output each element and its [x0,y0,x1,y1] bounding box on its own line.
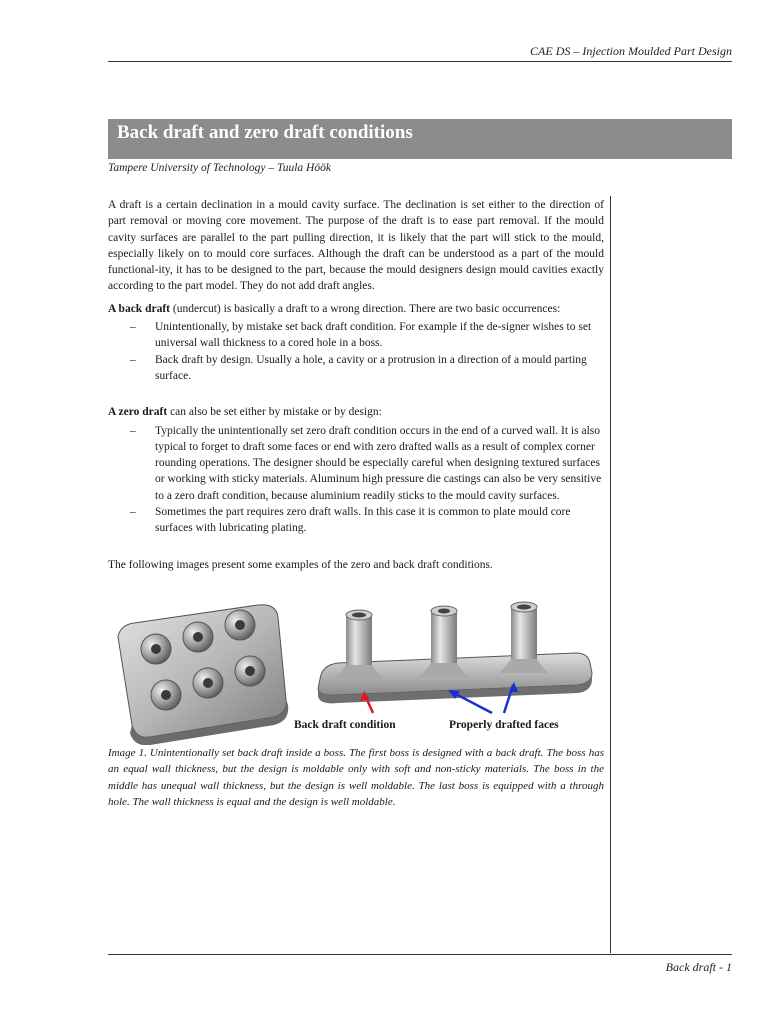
boss-section-illustration [318,602,592,703]
title-bar [108,119,732,159]
zero-draft-definition: can also be set either by mistake or by design: [167,406,382,419]
back-draft-term: A back draft [108,302,170,315]
intro-paragraph: A draft is a certain declination in a mould cavity surface. The declination is set either to the direction of part removal or moving core movement. The purpose of the draft is to ease part removal. If the mould cavity surfaces are parallel to the part pulling direction, it is likely that the part will stick to the mould, especially likely on to mould core surfaces. Although the draft can be understood as a part of the mould functional-ity, it has to be designed to the part, because the mould designers design mould cavities exactly according to the part model. They do not add draft angles. [108,199,604,293]
running-header: CAE DS – Injection Moulded Part Design [530,44,732,58]
images-intro: The following images present some examples of the zero and back draft conditions. [108,558,493,571]
dash-bullet: – [130,506,136,519]
list-item-text: Typically the unintentionally set zero draft condition occurs in the end of a curved wall. It is also typical to forget to draft some faces or end with zero drafted walls as a result of complex corner rounding operations. The designer should be especially careful when designing textured surfaces or working with sticky materials. Aluminum high pressure die castings can also be very sensitive to a zero draft condition, because aluminium readily sticks to the mould cavity surfaces. [155,424,602,502]
list-item [108,352,604,385]
list-item [108,423,604,504]
zero-draft-term: A zero draft [108,406,168,419]
boss-icon [225,610,255,640]
list-item-text: Sometimes the part requires zero draft walls. In this case it is common to plate mould core surfaces with lubricating plating. [155,506,571,535]
list-item [108,504,604,537]
zero-draft-list [108,423,604,537]
dash-bullet: – [130,424,136,437]
list-item-text: Back draft by design. Usually a hole, a cavity or a protrusion in a direction of a mould parting surface. [155,353,587,382]
header-rule [108,61,732,62]
figure-caption: Image 1. Unintentionally set back draft inside a boss. The first boss is designed with a back draft. The boss has an equal wall thickness, but the design is moldable only with soft and non-sticky materials. The boss in the middle has unequal wall thickness, but the design is well moldable. The last boss is equipped with a through hole. The wall thickness is equal and the design is well moldable. [108,746,604,808]
boss-icon [151,680,181,710]
back-draft-list [108,319,604,384]
back-draft-paragraph [108,301,604,317]
boss-icon [183,622,213,652]
list-item-text: Unintentionally, by mistake set back draft condition. For example if the de-signer wishes to set universal wall thickness to a cored hole in a boss. [155,321,592,350]
dash-bullet: – [130,353,136,366]
figure-1 [108,595,604,745]
list-item [108,319,604,352]
page-footer: Back draft - 1 [665,960,732,974]
footer-rule [108,954,732,955]
page-title: Back draft and zero draft conditions [117,122,413,143]
author-line: Tampere University of Technology – Tuula Höök [108,162,331,174]
boss-plate-illustration [118,605,288,745]
boss-icon [193,668,223,698]
zero-draft-paragraph [108,404,604,420]
boss-icon [235,656,265,686]
properly-drafted-label: Properly drafted faces [449,718,559,731]
dash-bullet: – [130,321,136,334]
boss-icon [141,634,171,664]
body-content [108,197,604,810]
margin-rule [610,196,611,953]
back-draft-label: Back draft condition [294,718,396,731]
back-draft-definition: (undercut) is basically a draft to a wrong direction. There are two basic occurrences: [169,302,561,315]
